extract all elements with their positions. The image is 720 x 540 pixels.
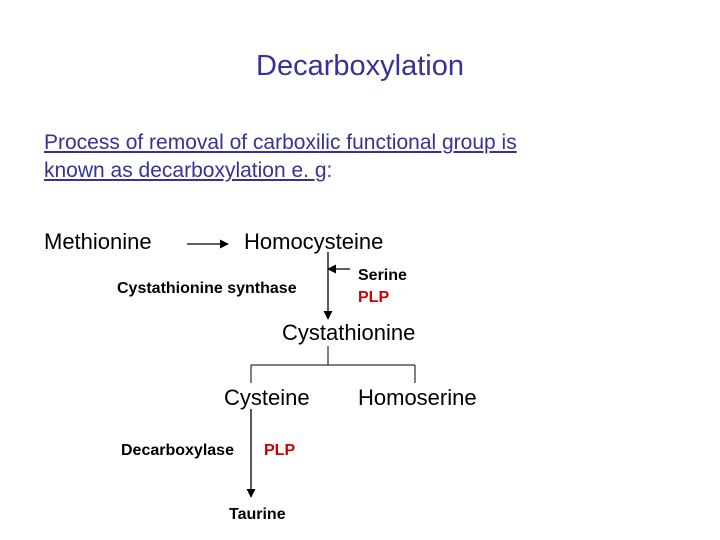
definition-line2-rest: : [326,159,333,182]
node-methionine: Methionine [44,229,152,254]
definition-line1: Process of removal of carboxilic functional group is [44,131,517,154]
node-cystathionine: Cystathionine [282,320,416,345]
cofactor-plp-2: PLP [264,442,296,459]
cofactor-plp-1: PLP [358,289,390,306]
node-taurine: Taurine [229,506,286,523]
node-homocysteine: Homocysteine [244,229,384,254]
page-title: Decarboxylation [256,50,464,82]
node-homoserine: Homoserine [358,385,477,410]
enzyme-decarboxylase: Decarboxylase [121,442,234,459]
enzyme-cystathionine-synthase: Cystathionine synthase [117,280,297,297]
definition-line2-underlined: known as decarboxylation e. g [44,159,327,182]
node-cysteine: Cysteine [224,385,310,410]
cofactor-serine: Serine [358,267,407,284]
